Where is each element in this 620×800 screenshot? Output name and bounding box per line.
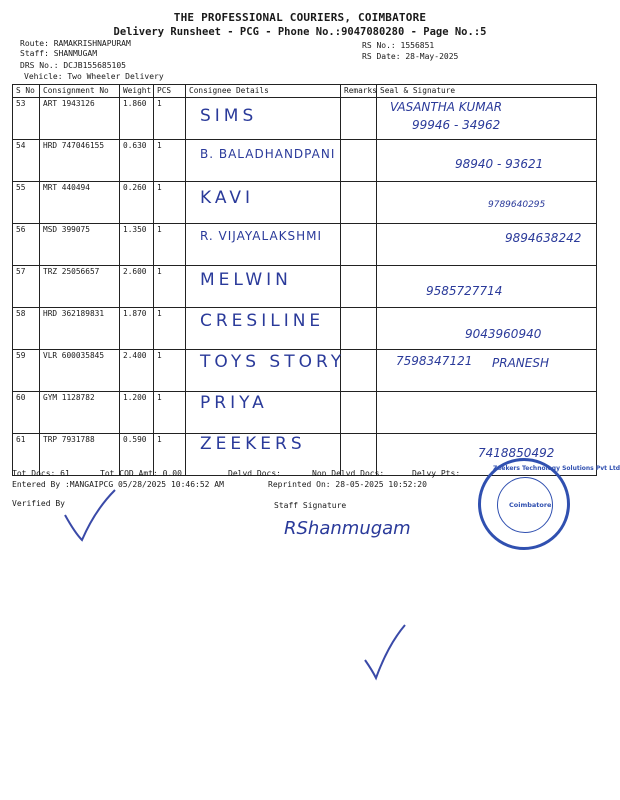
company-title: THE PROFESSIONAL COURIERS, COIMBATORE <box>173 11 427 24</box>
row-pcs: 1 <box>154 224 186 266</box>
row-pcs: 1 <box>154 434 186 476</box>
handwritten-consignee: MELWIN <box>200 270 292 290</box>
row-pcs: 1 <box>154 308 186 350</box>
rs-date: RS Date: 28-May-2025 <box>362 52 459 61</box>
handwritten-seal-name: PRANESH <box>492 356 549 370</box>
runsheet-table <box>12 84 597 476</box>
row-consignment-no: HRD 362189831 <box>40 308 120 350</box>
company-stamp-seal <box>478 458 620 550</box>
row-remarks <box>341 350 377 392</box>
handwritten-phone: 99946 - 34962 <box>412 118 501 132</box>
row-consignment-no: TRZ 25056657 <box>40 266 120 308</box>
reprinted-on: Reprinted On: 28-05-2025 10:52:20 <box>268 480 427 489</box>
handwritten-phone: 9043960940 <box>465 327 542 341</box>
row-sno: 59 <box>13 350 40 392</box>
row-consignment-no: ART 1943126 <box>40 98 120 140</box>
handwritten-consignee: CRESILINE <box>200 311 325 331</box>
row-sno: 56 <box>13 224 40 266</box>
non-delivered-docs: Non Delvd Docs: <box>312 469 385 478</box>
row-weight: 0.590 <box>120 434 154 476</box>
row-pcs: 1 <box>154 98 186 140</box>
row-sno: 55 <box>13 182 40 224</box>
table-row <box>13 392 597 434</box>
row-remarks <box>341 140 377 182</box>
staff-signature-label: Staff Signature <box>274 501 347 510</box>
handwritten-consignee: R. VIJAYALAKSHMI <box>200 229 323 243</box>
row-sno: 60 <box>13 392 40 434</box>
handwritten-consignee: SIMS <box>200 106 258 126</box>
row-pcs: 1 <box>154 392 186 434</box>
table-header-row <box>13 85 597 98</box>
row-consignment-no: MSD 399075 <box>40 224 120 266</box>
total-cod: Tot COD Amt: 0.00 <box>100 469 182 478</box>
row-remarks <box>341 266 377 308</box>
verified-by-label: Verified By <box>12 499 65 508</box>
staff-handwritten-signature: RShanmugam <box>284 518 411 539</box>
handwritten-phone: 7598347121 <box>396 354 473 368</box>
header-remarks: Remarks <box>341 85 377 98</box>
row-weight: 0.260 <box>120 182 154 224</box>
row-consignment-no: MRT 440494 <box>40 182 120 224</box>
handwritten-consignee: TOYS STORY <box>200 352 346 372</box>
header-seal: Seal & Signature <box>377 85 597 98</box>
row-weight: 0.630 <box>120 140 154 182</box>
runsheet-subtitle: Delivery Runsheet - PCG - Phone No.:9047080280 - Page No.:5 <box>113 26 487 38</box>
verified-tick-icon <box>60 485 120 545</box>
row-sno: 58 <box>13 308 40 350</box>
header-consignment: Consignment No <box>40 85 120 98</box>
row-sno: 61 <box>13 434 40 476</box>
delivered-docs: Delvd Docs: <box>228 469 281 478</box>
table-row <box>13 98 597 140</box>
row-weight: 2.400 <box>120 350 154 392</box>
row-remarks <box>341 392 377 434</box>
handwritten-phone: 9789640295 <box>488 200 546 210</box>
row-consignment-no: GYM 1128782 <box>40 392 120 434</box>
header-consignee: Consignee Details <box>186 85 341 98</box>
stamp-city: Coimbatore <box>509 501 552 509</box>
tick-mark-icon <box>360 620 410 680</box>
handwritten-seal-name: VASANTHA KUMAR <box>390 100 503 114</box>
row-weight: 1.870 <box>120 308 154 350</box>
handwritten-phone: 7418850492 <box>478 446 555 460</box>
row-sno: 54 <box>13 140 40 182</box>
header-pcs: PCS <box>154 85 186 98</box>
handwritten-consignee: KAVI <box>200 188 255 208</box>
row-pcs: 1 <box>154 266 186 308</box>
row-weight: 1.200 <box>120 392 154 434</box>
row-pcs: 1 <box>154 350 186 392</box>
row-consignment-no: HRD 747046155 <box>40 140 120 182</box>
row-sno: 57 <box>13 266 40 308</box>
handwritten-phone: 98940 - 93621 <box>455 157 544 171</box>
row-seal-cell <box>377 392 597 434</box>
handwritten-phone: 9894638242 <box>505 231 582 245</box>
handwritten-phone: 9585727714 <box>426 284 503 298</box>
row-remarks <box>341 224 377 266</box>
row-seal-cell <box>377 182 597 224</box>
handwritten-consignee: B. BALADHANDPANI <box>200 147 336 161</box>
row-remarks <box>341 182 377 224</box>
handwritten-consignee: ZEEKERS <box>200 434 306 454</box>
stamp-text: Zeekers Technology Solutions Pvt Ltd <box>493 465 620 472</box>
row-weight: 2.600 <box>120 266 154 308</box>
row-weight: 1.860 <box>120 98 154 140</box>
staff-label: Staff: SHANMUGAM <box>20 49 98 58</box>
vehicle-label: Vehicle: Two Wheeler Delivery <box>24 72 164 81</box>
row-consignment-no: TRP 7931788 <box>40 434 120 476</box>
route-label: Route: RAMAKRISHNAPURAM <box>20 39 131 48</box>
header-weight: Weight <box>120 85 154 98</box>
rs-number: RS No.: 1556851 <box>362 41 435 50</box>
delivery-points: Delvy Pts: <box>412 469 461 478</box>
row-consignment-no: VLR 600035845 <box>40 350 120 392</box>
total-docs: Tot Docs: 61 <box>12 469 70 478</box>
row-pcs: 1 <box>154 182 186 224</box>
header-sno: S No <box>13 85 40 98</box>
row-remarks <box>341 98 377 140</box>
row-pcs: 1 <box>154 140 186 182</box>
drs-number: DRS No.: DCJB155685105 <box>20 61 126 70</box>
entered-by: Entered By :MANGAIPCG 05/28/2025 10:46:52 AM <box>12 480 224 489</box>
handwritten-consignee: PRIYA <box>200 393 268 413</box>
row-weight: 1.350 <box>120 224 154 266</box>
table-row <box>13 266 597 308</box>
row-remarks <box>341 308 377 350</box>
row-sno: 53 <box>13 98 40 140</box>
